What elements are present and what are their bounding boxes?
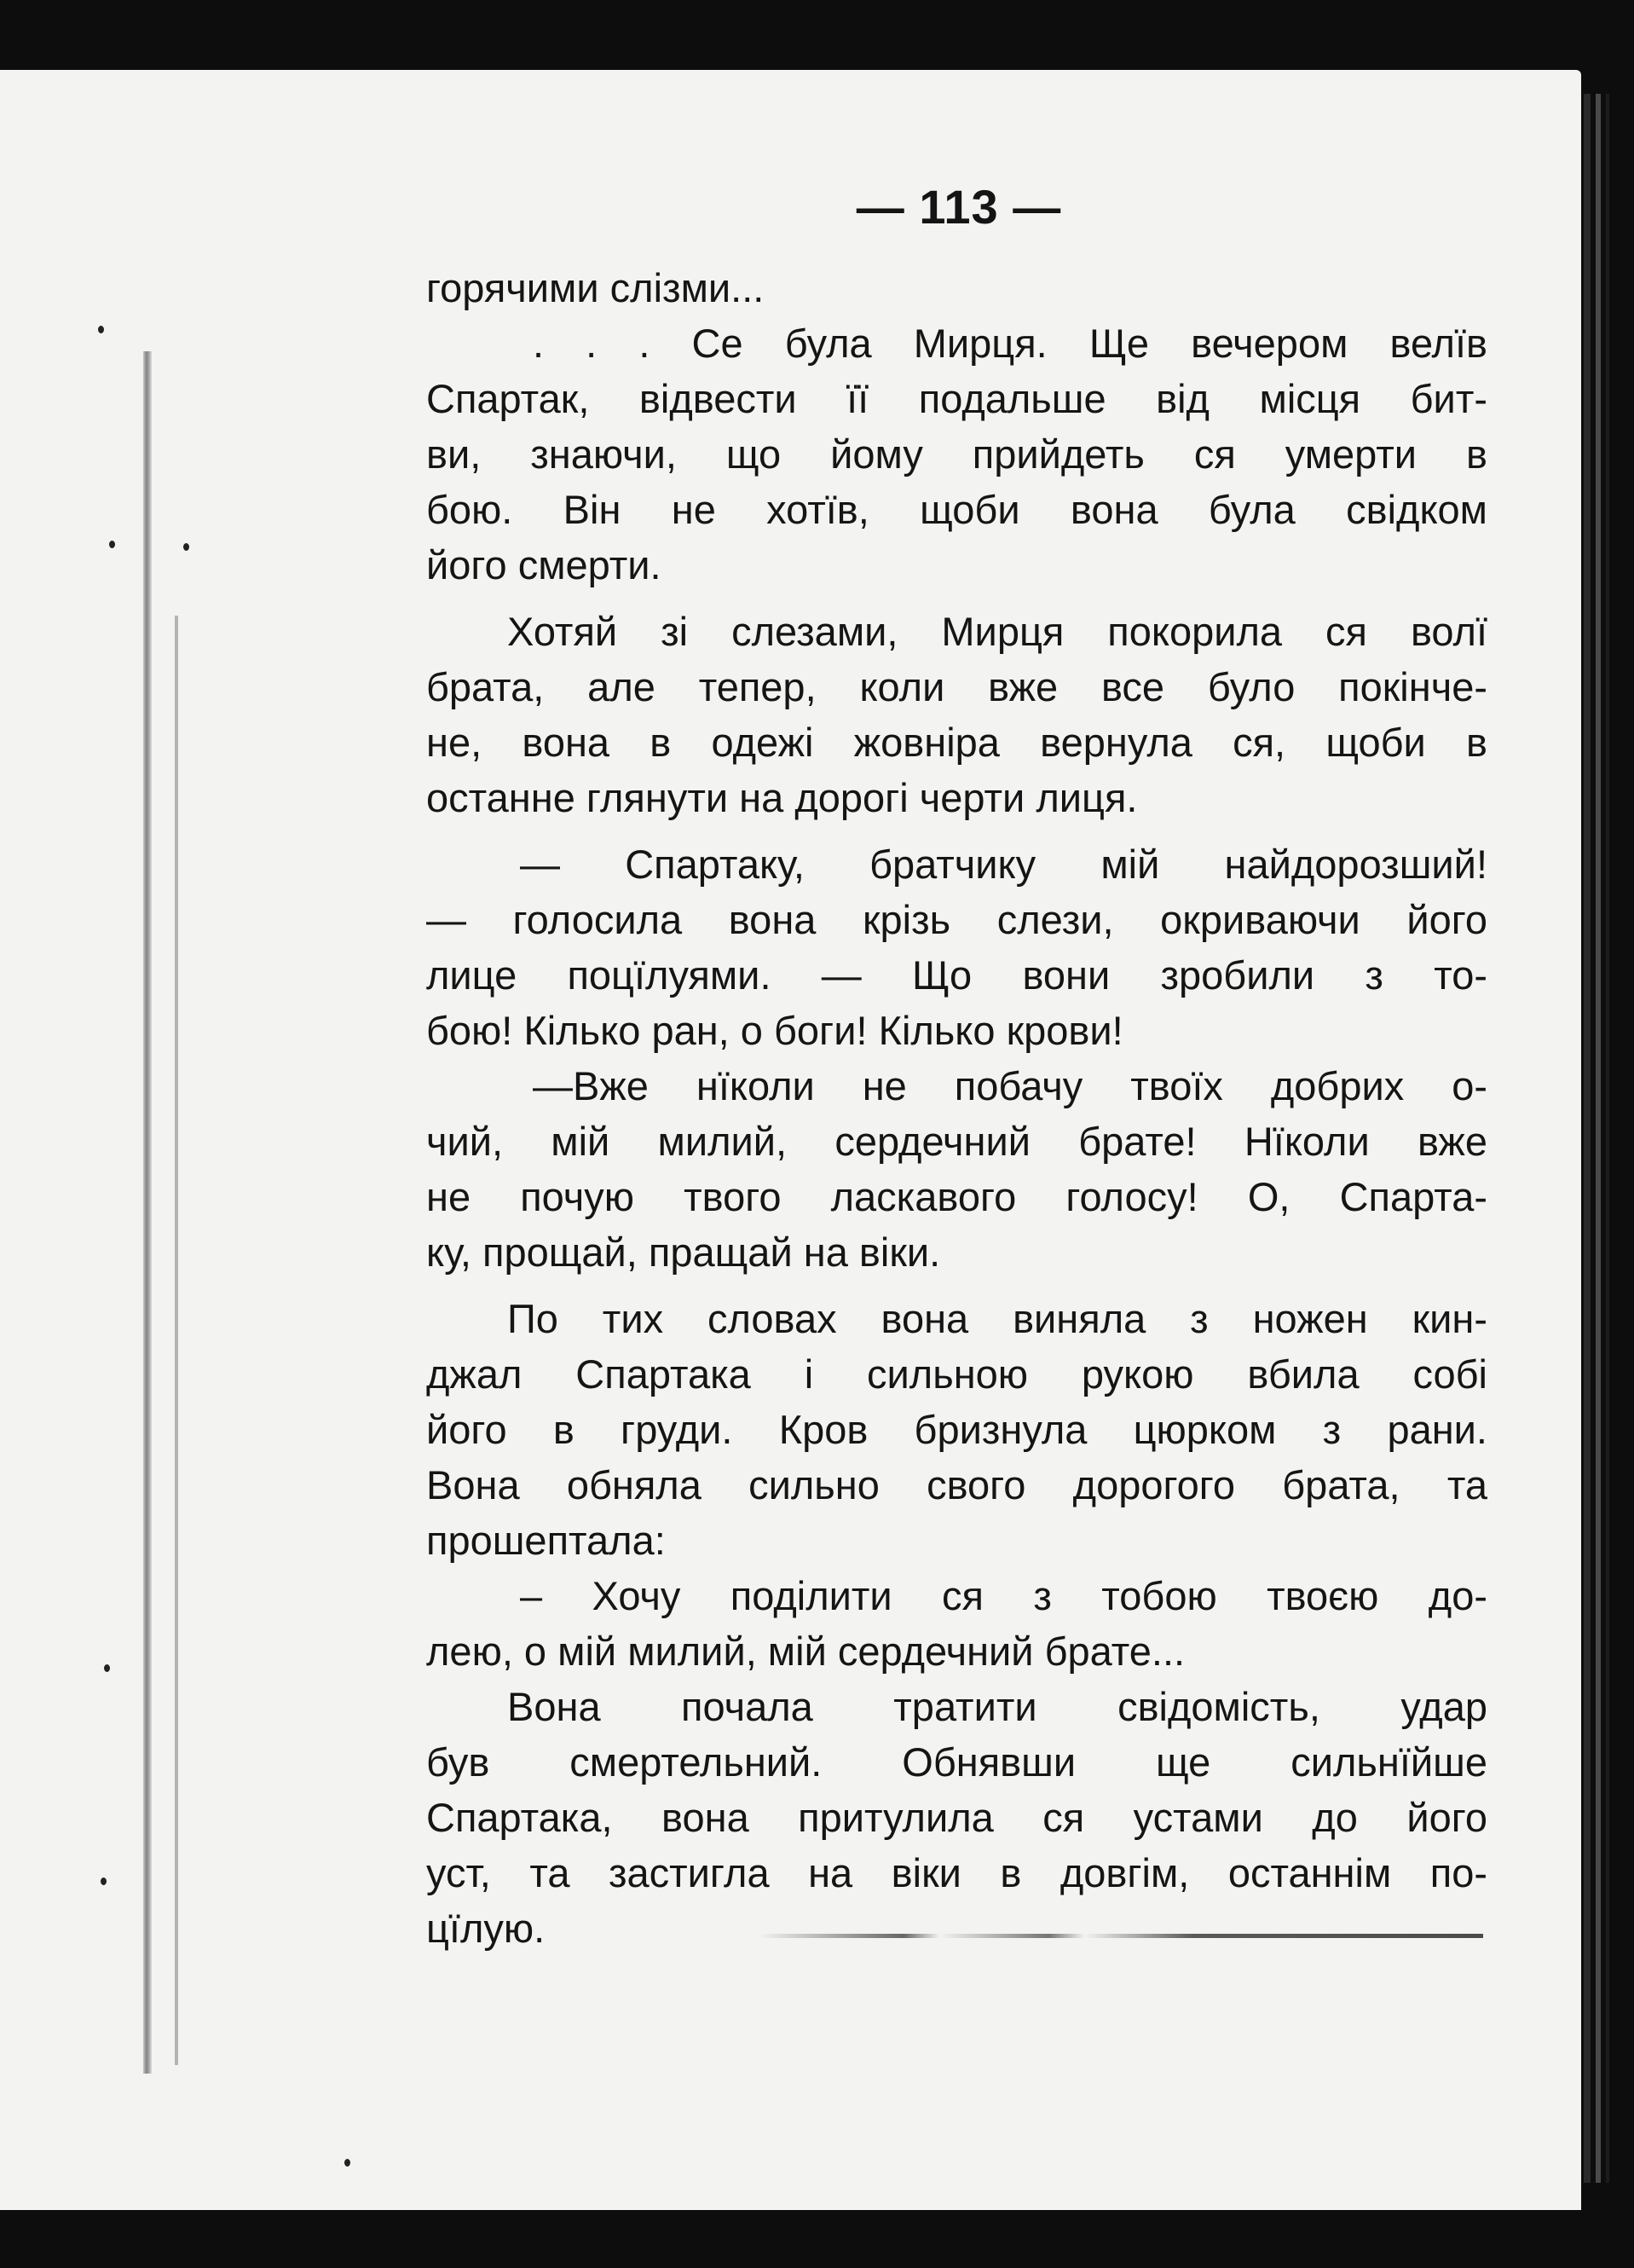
scan-speck	[344, 2159, 350, 2167]
text-line: бою! Кілько ран, о боги! Кілько крови!	[426, 1008, 1123, 1053]
text-line: останне глянути на дорогі черти лиця.	[426, 775, 1138, 820]
scan-speck	[101, 1877, 107, 1885]
text-line: лице поцїлуями. — Що вони зробили з то-	[426, 952, 1487, 998]
page-stack-edge	[1606, 94, 1609, 2183]
text-line: —Вже нїколи не побачу твоїх добрих о-	[533, 1063, 1487, 1108]
text-line: був смертельний. Обнявши ще сильнїйше	[426, 1739, 1487, 1785]
text-line: не, вона в одежі жовніра вернула ся, щоби в	[426, 720, 1487, 765]
scan-speck	[98, 326, 104, 333]
body-text	[426, 260, 1487, 1956]
scan-speck	[183, 543, 189, 551]
text-line: чий, мій милий, сердечний брате! Нїколи вже	[426, 1119, 1487, 1164]
text-line: його в груди. Кров бризнула цюрком з рани.	[426, 1407, 1487, 1452]
end-rule	[759, 1934, 1483, 1938]
text-line: цїлую.	[426, 1906, 546, 1951]
text-line: прошептала:	[426, 1518, 666, 1563]
binding-crease	[175, 616, 178, 2065]
text-line: — Спартаку, братчику мій найдорозший!	[520, 842, 1487, 887]
paragraph-gap	[426, 593, 1487, 604]
page-number: — 113 —	[856, 180, 1062, 234]
text-line: Спартак, відвести її подальше від місця бит-	[426, 376, 1487, 421]
page-stack-edge	[1596, 94, 1601, 2183]
text-line: уст, та застигла на віки в довгім, останнім по-	[426, 1850, 1487, 1895]
paragraph-gap	[426, 825, 1487, 836]
text-line: не почую твого ласкавого голосу! О, Спарта-	[426, 1174, 1487, 1219]
scan-speck	[109, 541, 115, 548]
scan-speck	[104, 1664, 110, 1672]
text-line: ви, знаючи, що йому прийдеть ся умерти в	[426, 431, 1487, 477]
text-line: Спартака, вона притулила ся устами до його	[426, 1795, 1487, 1840]
page-stack-edge	[1584, 94, 1591, 2183]
text-line: джал Спартака і сильною рукою вбила собі	[426, 1351, 1487, 1397]
text-line: його смерти.	[426, 542, 661, 587]
text-line: ку, прощай, пращай на віки.	[426, 1229, 941, 1275]
text-line: По тих словах вона виняла з ножен кин-	[507, 1296, 1487, 1341]
text-line: – Хочу поділити ся з тобою твоєю до-	[520, 1573, 1487, 1618]
text-line: — голосила вона крізь слези, окриваючи його	[426, 897, 1487, 942]
text-line: . . . Се була Мирця. Ще вечером велїв	[533, 321, 1487, 366]
text-line: брата, але тепер, коли вже все було покінче-	[426, 664, 1487, 709]
binding-shadow	[143, 351, 152, 2074]
text-line: бою. Він не хотїв, щоби вона була свідком	[426, 487, 1487, 532]
text-line: лею, о мій милий, мій сердечний брате...	[426, 1629, 1186, 1674]
text-line: горячими слізми...	[426, 265, 765, 310]
paragraph-gap	[426, 1280, 1487, 1291]
text-line: Вона обняла сильно свого дорогого брата, та	[426, 1462, 1487, 1507]
text-line: Вона почала тратити свідомість, удар	[507, 1684, 1487, 1729]
text-line: Хотяй зі слезами, Мирця покорила ся волї	[507, 609, 1487, 654]
